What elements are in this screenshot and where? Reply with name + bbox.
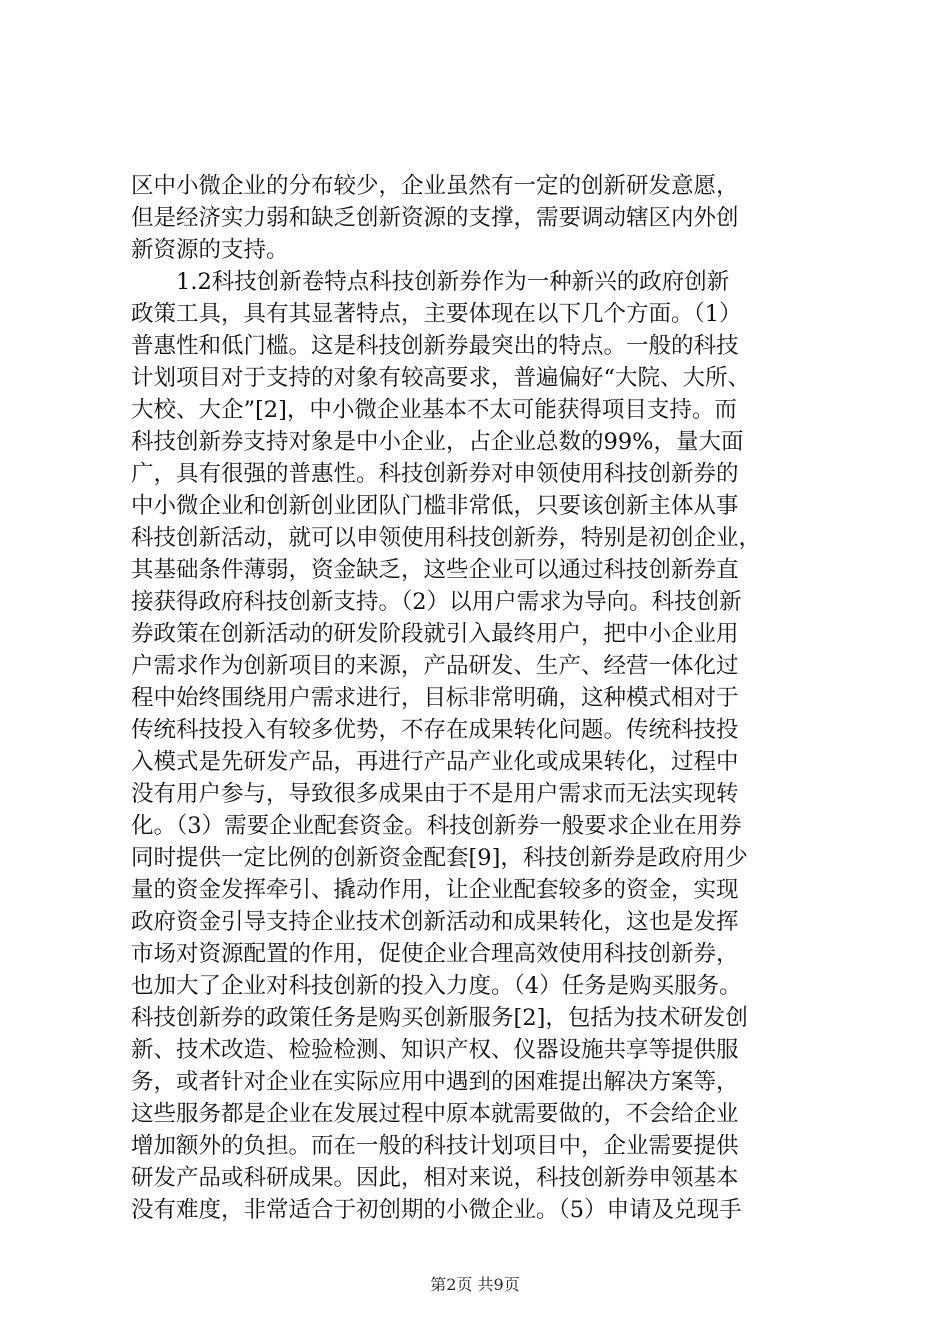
text-line: 入模式是先研发产品，再进行产品产业化或成果转化，过程中	[131, 749, 739, 775]
text-line: 但是经济实力弱和缺乏创新资源的支撑，需要调动辖区内外创	[131, 205, 739, 231]
text-line: 这些服务都是企业在发展过程中原本就需要做的，不会给企业	[131, 1101, 739, 1127]
text-line: 接获得政府科技创新支持。（2）以用户需求为导向。科技创新	[131, 589, 742, 615]
text-line: 增加额外的负担。而在一般的科技计划项目中，企业需要提供	[131, 1133, 739, 1159]
text-line: 广，具有很强的普惠性。科技创新券对申领使用科技创新券的	[131, 461, 739, 487]
text-line: 科技创新活动，就可以申领使用科技创新券，特别是初创企业，	[131, 525, 762, 551]
text-line: 市场对资源配置的作用，促使企业合理高效使用科技创新券，	[131, 941, 739, 967]
text-line: 政策工具，具有其显著特点，主要体现在以下几个方面。（1）	[131, 301, 742, 327]
text-line: 科技创新券支持对象是中小企业，占企业总数的99%，量大面	[131, 429, 744, 455]
text-line: 化。（3）需要企业配套资金。科技创新券一般要求企业在用券	[131, 813, 742, 839]
text-line: 没有难度，非常适合于初创期的小微企业。（5）申请及兑现手	[131, 1197, 742, 1223]
text-line: 其基础条件薄弱，资金缺乏，这些企业可以通过科技创新券直	[131, 557, 739, 583]
page-footer: 第2页 共9页	[430, 1275, 520, 1294]
text-line: 中小微企业和创新创业团队门槛非常低，只要该创新主体从事	[131, 493, 739, 519]
text-line: 新资源的支持。	[131, 237, 289, 263]
text-line: 也加大了企业对科技创新的投入力度。（4）任务是购买服务。	[131, 973, 742, 999]
text-line: 新、技术改造、检验检测、知识产权、仪器设施共享等提供服	[131, 1037, 739, 1063]
text-line: 区中小微企业的分布较少，企业虽然有一定的创新研发意愿，	[131, 173, 739, 199]
text-line: 户需求作为创新项目的来源，产品研发、生产、经营一体化过	[131, 653, 739, 679]
text-line: 科技创新券的政策任务是购买创新服务[2]，包括为技术研发创	[131, 1005, 748, 1031]
text-line: 研发产品或科研成果。因此，相对来说，科技创新券申领基本	[131, 1165, 739, 1191]
text-line: 传统科技投入有较多优势，不存在成果转化问题。传统科技投	[131, 717, 739, 743]
text-line: 政府资金引导支持企业技术创新活动和成果转化，这也是发挥	[131, 909, 739, 935]
text-line: 没有用户参与，导致很多成果由于不是用户需求而无法实现转	[131, 781, 739, 807]
text-line: 程中始终围绕用户需求进行，目标非常明确，这种模式相对于	[131, 685, 739, 711]
text-line: 计划项目对于支持的对象有较高要求，普遍偏好“大院、大所、	[131, 365, 751, 391]
text-line: 普惠性和低门槛。这是科技创新券最突出的特点。一般的科技	[131, 333, 739, 359]
text-line: 大校、大企”[2]，中小微企业基本不太可能获得项目支持。而	[131, 397, 737, 423]
text-line: 同时提供一定比例的创新资金配套[9]，科技创新券是政府用少	[131, 845, 748, 871]
body-text	[131, 170, 831, 1226]
text-line: 量的资金发挥牵引、撬动作用，让企业配套较多的资金，实现	[131, 877, 739, 903]
text-line: 1.2科技创新卷特点科技创新券作为一种新兴的政府创新	[131, 269, 730, 295]
text-line: 务，或者针对企业在实际应用中遇到的困难提出解决方案等，	[131, 1069, 739, 1095]
text-line: 券政策在创新活动的研发阶段就引入最终用户，把中小企业用	[131, 621, 739, 647]
